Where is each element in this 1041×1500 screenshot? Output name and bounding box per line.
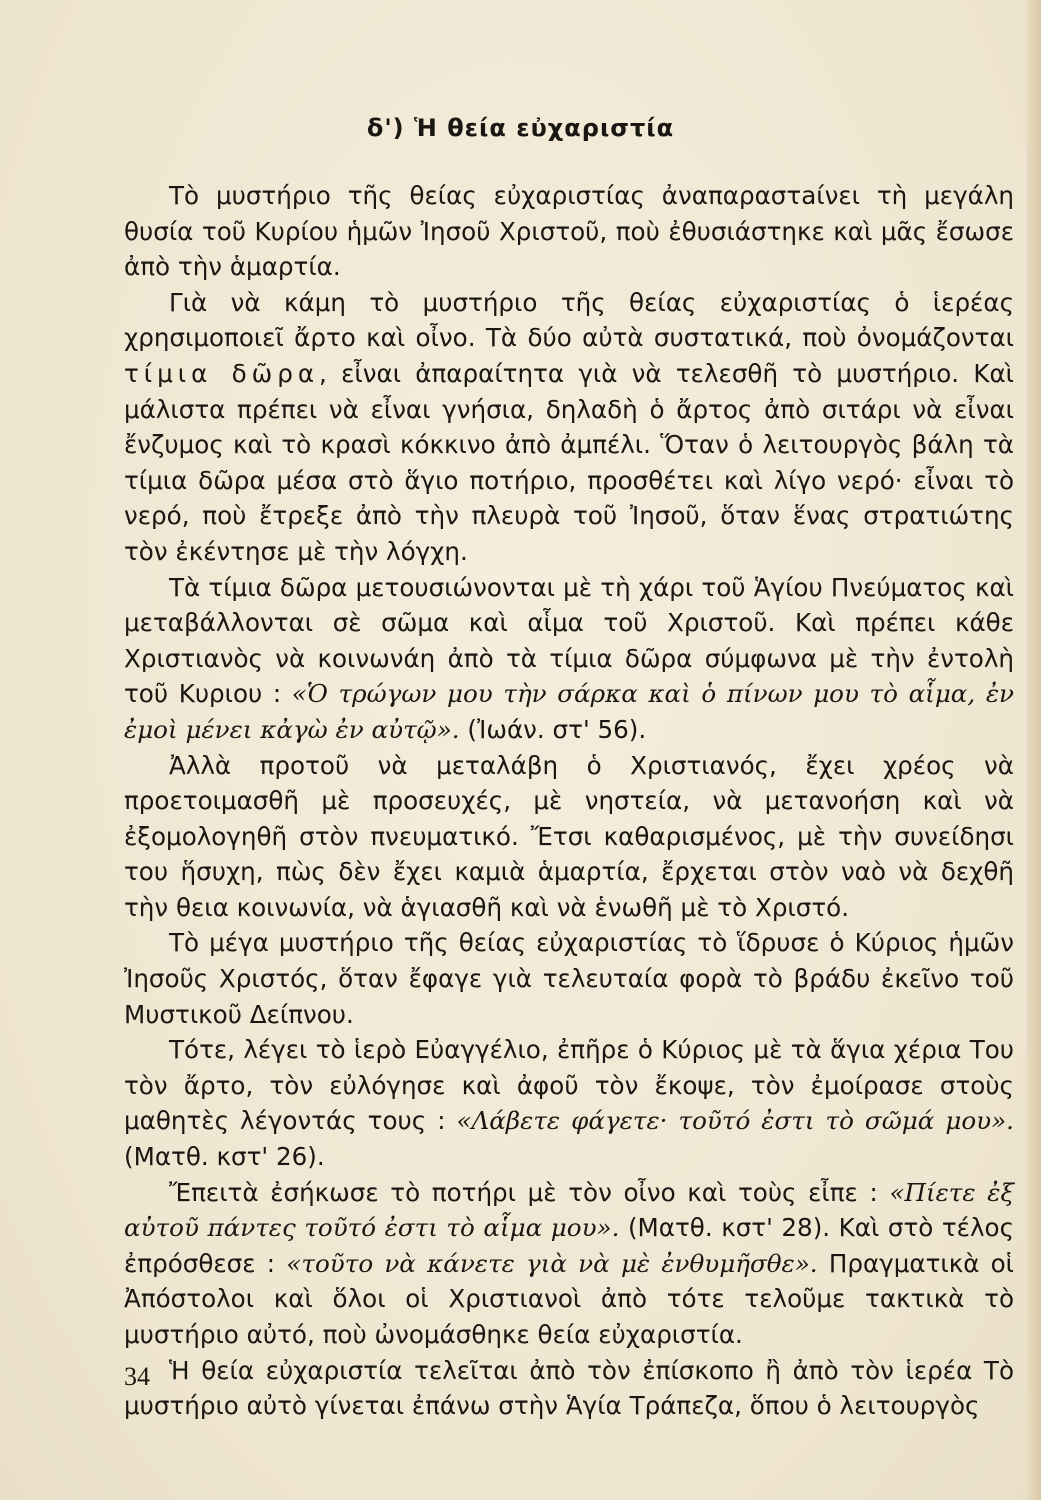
text-segment: (Ματθ. κστ' 28). Καὶ στὸ τέλος ἐπρόσθεσε : [124, 1213, 1015, 1278]
page-edge [1027, 0, 1041, 1500]
paragraph [124, 178, 1014, 285]
text-segment: Τὸ μυστήριο τῆς θείας εὐχαριστίας ἀναπαραστaίνει τὴ μεγάλη θυσία τοῦ Κυρίου ἡμῶν Ἰησοῦ Χριστοῦ, ποὺ ἐθυσιάστηκε καὶ μᾶς ἔσωσε ἀπὸ τὴν ἁμαρτία. [124, 181, 1014, 282]
paragraph [124, 925, 1014, 1032]
text-segment: Τὰ τίμια δῶρα μετουσιώνονται μὲ τὴ χάρι τοῦ Ἁγίου Πνεύματος καὶ μεταβάλλονται σὲ σῶμα καὶ αἷμα τοῦ Χριστοῦ. Καὶ πρέπει κάθε Χριστιανὸς νὰ κοινωνάη ἀπὸ τὰ τίμια δῶρα σύμφωνα μὲ τὴν ἐντολὴ τοῦ Κυριου : [124, 572, 1014, 709]
paragraph [124, 1032, 1014, 1174]
text-segment: Ἡ θεία εὐχαριστία τελεῖται ἀπὸ τὸν ἐπίσκοπο ἢ ἀπὸ τὸν ἱερέα Τὸ μυστήριο αὐτὸ γίνεται ἐπάνω στὴν Ἁγία Τράπεζα, ὅπου ὁ λειτουργὸς [124, 1355, 1014, 1421]
scripture-quote: «τοῦτο νὰ κάνετε γιὰ νὰ μὲ ἐνθυμῆσθε». [286, 1248, 818, 1278]
paragraph [124, 285, 1014, 570]
scripture-quote: «Λάβετε φάγετε· τοῦτό ἐστι τὸ σῶμά μου». [456, 1106, 1014, 1136]
text-segment: (Ματθ. κστ' 26). [124, 1142, 325, 1172]
scripture-quote: «Ὁ τρώγων μου τὴν σάρκα καὶ ὁ πίνων μου τὸ αἷμα, ἐν ἐμοὶ μένει κἀγὼ ἐν αὐτῷ». [124, 679, 1014, 744]
text-segment: (Ἰωάν. στ' 56). [459, 714, 647, 744]
text-segment: Πραγματικὰ οἱ Ἀπόστολοι καὶ ὅλοι οἱ Χριστιανοὶ ἀπὸ τότε τελοῦμε τακτικὰ τὸ μυστήριο αὐτό, ποὺ ὠνομάσθηκε θεία εὐχαριστία. [124, 1248, 1014, 1349]
body-text [124, 178, 1014, 1424]
text-segment: Γιὰ νὰ κάμη τὸ μυστήριο τῆς θείας εὐχαριστίας ὁ ἱερέας χρησιμοποιεῖ ἄρτο καὶ οἶνο. Τὰ δύο αὐτὰ συστατικά, ποὺ ὀνομάζονται [124, 287, 1014, 353]
scripture-quote: «Πίετε ἐξ αὐτοῦ πάντες τοῦτό ἐστι τὸ αἷμα μου». [124, 1177, 1014, 1243]
paragraph [124, 1353, 1014, 1424]
paragraph [124, 748, 1014, 926]
section-heading: δ') Ἡ θεία εὐχαριστία [366, 114, 675, 142]
page-number: 34 [124, 1362, 150, 1391]
paragraph [124, 570, 1014, 748]
text-segment: Τότε, λέγει τὸ ἱερὸ Εὐαγγέλιο, ἐπῆρε ὁ Κύριος μὲ τὰ ἅγια χέρια Του τὸν ἄρτο, τὸν εὐλόγησε καὶ ἀφοῦ τὸν ἔκοψε, τὸν ἐμοίρασε στοὺς μαθητὲς λέγοντάς τους : [124, 1035, 1014, 1136]
text-segment: Τὸ μέγα μυστήριο τῆς θείας εὐχαριστίας τὸ ἵδρυσε ὁ Κύριος ἡμῶν Ἰησοῦς Χριστός, ὅταν ἔφαγε γιὰ τελευταία φορὰ τὸ βράδυ ἐκεῖνο τοῦ Μυστικοῦ Δείπνου. [124, 928, 1014, 1029]
text-segment: Ἔπειτὰ ἐσήκωσε τὸ ποτήρι μὲ τὸν οἶνο καὶ τοὺς εἶπε : [169, 1177, 890, 1207]
paragraph [124, 1175, 1014, 1353]
text-segment: Ἀλλὰ προτοῦ νὰ μεταλάβη ὁ Χριστιανός, ἔχει χρέος νὰ προετοιμασθῆ μὲ προσευχές, μὲ νηστεία, νὰ μετανοήση καὶ νὰ ἐξομολογηθῆ στὸν πνευματικό. Ἔτσι καθαρισμένος, μὲ τὴν συνείδησι του ἥσυχη, πὼς δὲν ἔχει καμιὰ ἁμαρτία, ἔρχεται στὸν ναὸ νὰ δεχθῆ τὴν θεια κοινωνία, νὰ ἁγιασθῆ καὶ νὰ ἑνωθῆ μὲ τὸ Χριστό. [124, 750, 1014, 922]
spaced-emphasis: τίμια δῶρα [124, 358, 320, 388]
text-segment: , εἶναι ἀπαραίτητα γιὰ νὰ τελεσθῆ τὸ μυστήριο. Καὶ μάλιστα πρέπει νὰ εἶναι γνήσια, δηλαδὴ ὁ ἄρτος ἀπὸ σιτάρι νὰ εἶναι ἔνζυμος καὶ τὸ κρασὶ κόκκινο ἀπὸ ἀμπέλι. Ὅταν ὁ λειτουργὸς βάλη τὰ τίμια δῶρα μέσα στὸ ἅγιο ποτήριο, προσθέτει καὶ λίγο νερό· εἶναι τὸ νερό, ποὺ ἔτρεξε ἀπὸ τὴν πλευρὰ τοῦ Ἰησοῦ, ὅταν ἕνας στρατιώτης τὸν ἐκέντησε μὲ τὴν λόγχη. [124, 358, 1015, 566]
